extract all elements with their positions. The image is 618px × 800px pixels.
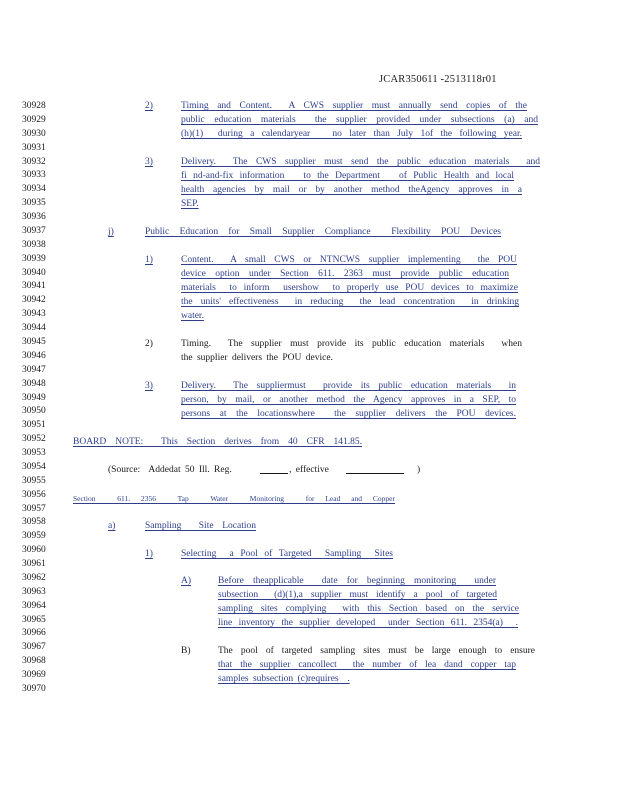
line-number: 30969 [22,670,46,681]
body-text: persons at the locationswhere the supplier delivers the POU devices. [181,409,516,419]
line-number: 30956 [22,489,46,500]
body-text: that the supplier cancollect the number of lea dand copper tap [218,660,516,670]
body-text: materials to inform usershow to properly use POU devices to maximize [181,283,518,293]
subsection-marker: 2) [145,101,153,111]
line-number-row [0,142,618,156]
line-30929 [0,114,618,128]
line-number: 30961 [22,559,46,569]
line-number: 30944 [22,323,46,334]
line-number: 30963 [22,586,46,597]
line-30943 [0,310,618,324]
line-number: 30955 [22,475,46,486]
line-30952 [0,436,618,450]
subsection-marker: 2) [145,339,153,349]
source-note-close: ) [417,465,421,475]
line-number: 30933 [22,170,46,181]
line-30963 [0,589,618,603]
board-note: BOARD NOTE: This Section derives from 40 CFR 141.85. [73,437,362,447]
line-number: 30941 [22,281,46,292]
line-number: 30929 [22,114,46,125]
line-number: 30931 [22,142,46,153]
body-text: fi nd-and-fix information to the Department of Public Health and local [181,171,514,181]
line-30950 [0,408,618,422]
body-text: (h)(1) during a calendaryear no later than July 1of the following year. [181,129,522,139]
body-text: device option under Section 611. 2363 must provide public education [181,269,509,279]
line-number: 30930 [22,128,46,139]
line-30945 [0,338,618,352]
line-30934 [0,184,618,198]
line-number: 30952 [22,434,46,445]
line-30935 [0,198,618,212]
body-text: samples subsection (c)requires . [218,674,350,684]
line-number: 30970 [22,684,46,694]
line-number: 30958 [22,517,46,528]
subsection-marker: 1) [145,549,153,559]
body-text: person, by mail, or another method the Agency approves in a SEP, to [181,395,516,405]
line-number: 30936 [22,212,46,222]
body-text: line inventory the supplier developed under Section 611. 2354(a) . [218,618,518,628]
body-text: Delivery. The suppliermust provide its public education materials in [181,381,516,391]
body-text: sampling sites complying with this Section based on the service [218,604,519,614]
line-30969 [0,673,618,687]
line-number: 30967 [22,642,46,653]
body-text: subsection (d)(1),a supplier must identify a pool of targeted [218,590,497,600]
line-number-row [0,239,618,253]
subsection-heading: Sampling Site Location [145,521,256,531]
line-number: 30954 [22,461,46,472]
line-number: 30968 [22,656,46,667]
effective-date-blank [346,464,404,474]
line-number: 30947 [22,364,46,375]
line-30942 [0,296,618,310]
line-number: 30946 [22,350,46,361]
line-30968 [0,659,618,673]
line-number: 30964 [22,600,46,611]
line-30930 [0,128,618,142]
source-note-effective: , effective [289,465,329,475]
line-30948 [0,380,618,394]
line-number: 30938 [22,239,46,250]
subsection-marker: a) [108,521,116,531]
line-number: 30937 [22,225,46,236]
line-30940 [0,268,618,282]
body-text: SEP. [181,199,199,209]
body-text: Timing and Content. A CWS supplier must annually send copies of the [181,101,527,111]
line-number-row [0,211,618,225]
body-text: Content. A small CWS or NTNCWS supplier implementing the POU [181,255,517,265]
line-number: 30953 [22,448,46,458]
line-number: 30940 [22,267,46,278]
line-number: 30939 [22,253,46,264]
body-text: the supplier delivers the POU device. [181,353,333,363]
line-30939 [0,254,618,268]
body-text: public education materials the supplier provided under subsections (a) and [181,115,538,125]
subsection-marker: 3) [145,157,153,167]
register-page-blank [260,464,288,474]
line-number: 30945 [22,337,46,347]
subsection-heading: Selecting a Pool of Targeted Sampling Sites [181,549,393,559]
body-text: Before theapplicable date for beginning monitoring under [218,576,496,586]
line-number: 30960 [22,545,46,556]
body-text: Timing. The supplier must provide its public education materials when [181,339,522,349]
line-number-row [0,322,618,336]
body-text: The pool of targeted sampling sites must be large enough to ensure [218,646,535,656]
body-text: the units' effectiveness in reducing the lead concentration in drinking [181,297,519,307]
subsection-heading: Public Education for Small Supplier Compliance Flexibility POU Devices [145,227,501,237]
line-30964 [0,603,618,617]
line-30956 [0,492,618,506]
line-30932 [0,156,618,170]
line-number: 30951 [22,420,46,431]
line-number: 30934 [22,184,46,195]
subsection-marker: 3) [145,381,153,391]
line-number: 30949 [22,392,46,403]
subsection-marker: B) [181,646,191,656]
line-number: 30928 [22,101,46,111]
line-30946 [0,352,618,366]
line-30928 [0,100,618,114]
line-30967 [0,645,618,659]
line-number: 30942 [22,295,46,306]
line-number: 30966 [22,628,46,639]
subsection-marker: A) [181,576,192,586]
line-30933 [0,170,618,184]
line-number: 30948 [22,378,46,389]
line-number: 30965 [22,614,46,625]
section-heading: Section 611. 2356 Tap Water Monitoring for Lead and Copper [73,494,395,503]
line-30962 [0,575,618,589]
line-30937 [0,226,618,240]
line-30954 [0,464,618,478]
body-text: Delivery. The CWS supplier must send the public education materials and [181,157,540,167]
body-text: water. [181,311,204,321]
body-text: health agencies by mail or by another method theAgency approves in a [181,185,522,195]
subsection-marker: j) [108,227,114,237]
line-number: 30943 [22,309,46,320]
line-30941 [0,282,618,296]
line-number: 30959 [22,531,46,542]
line-number: 30932 [22,156,46,167]
line-number: 30957 [22,503,46,514]
source-note: (Source: Addedat 50 Ill. Reg. [108,465,232,475]
line-number: 30935 [22,198,46,209]
line-30958 [0,520,618,534]
line-30965 [0,617,618,631]
line-number: 30950 [22,406,46,417]
document-id-header: JCAR350611 -2513118r01 [379,74,497,85]
line-number: 30962 [22,572,46,583]
subsection-marker: 1) [145,255,153,265]
line-30949 [0,394,618,408]
line-30960 [0,548,618,562]
